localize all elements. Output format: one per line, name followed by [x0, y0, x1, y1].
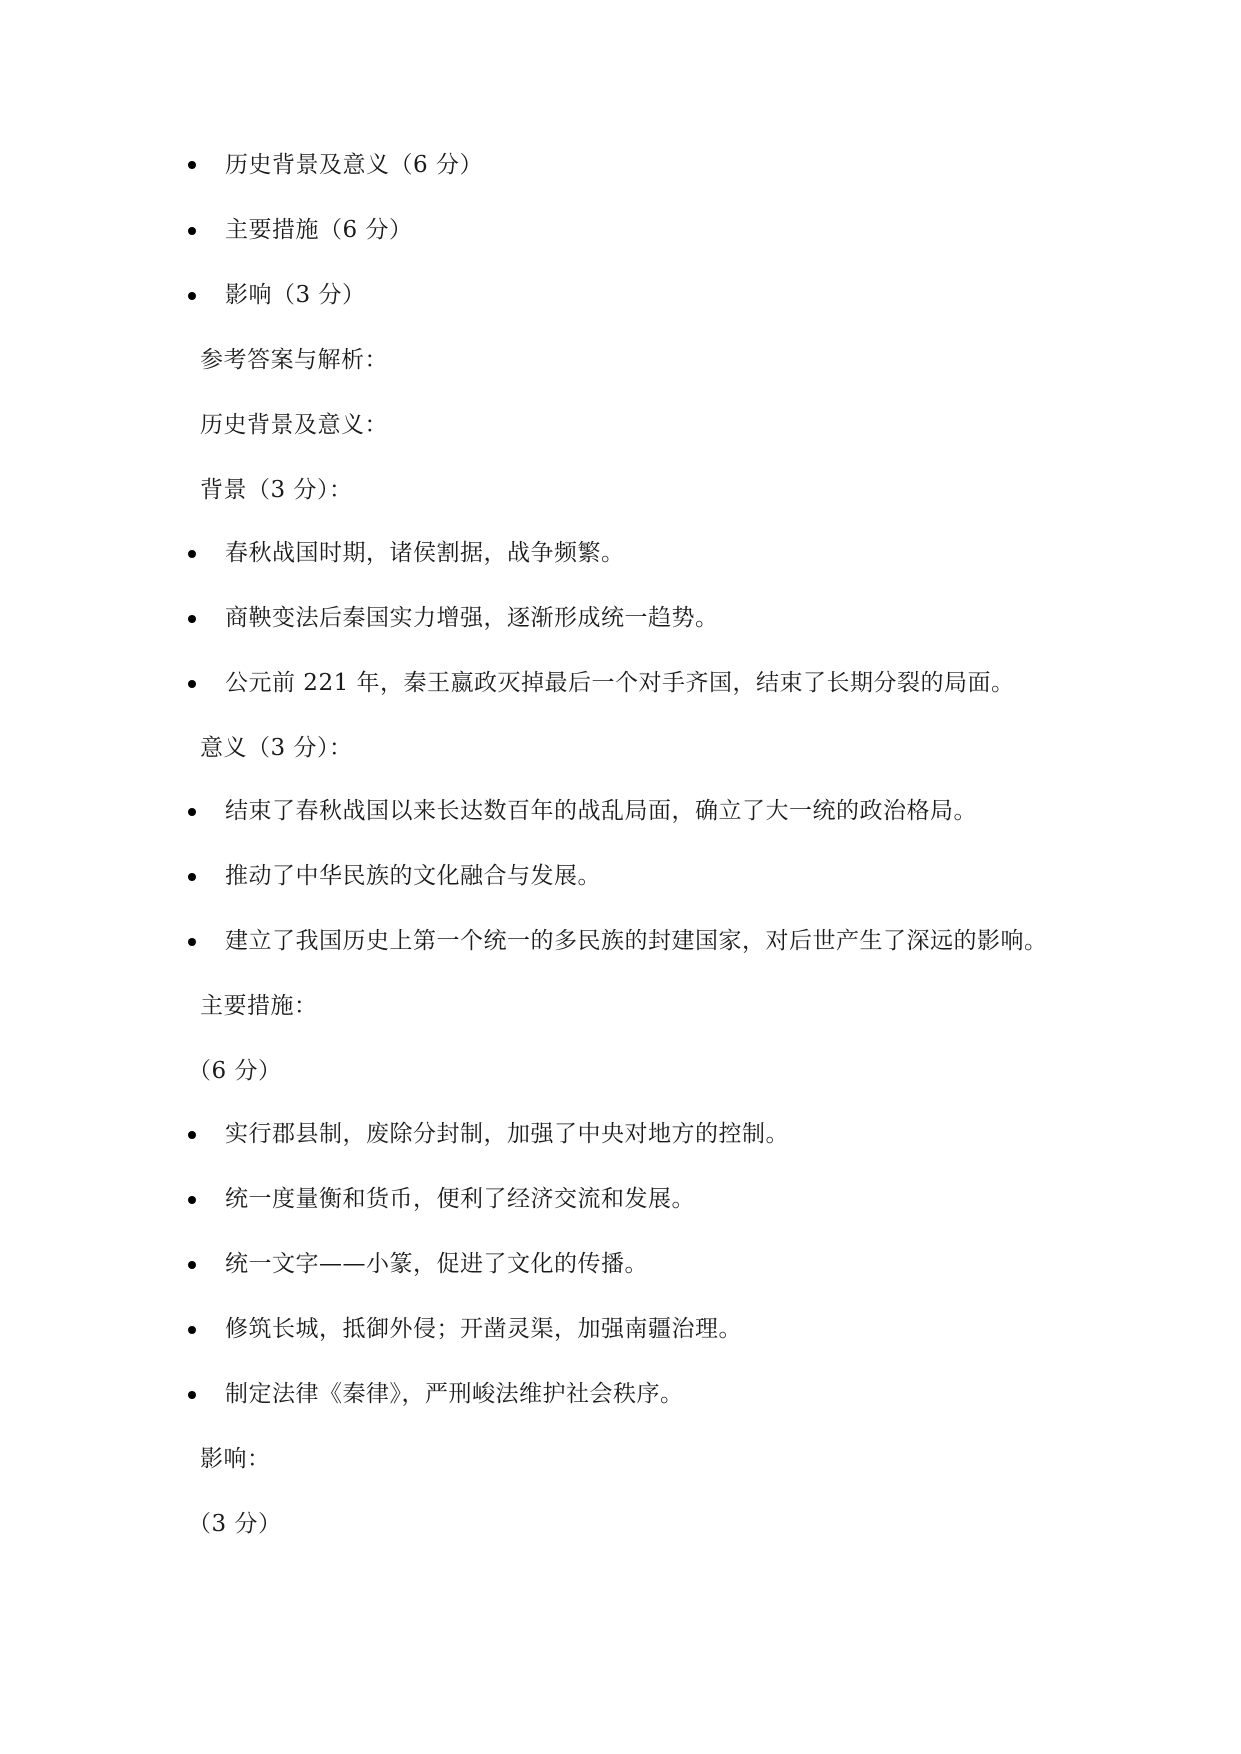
list-item: 实行郡县制，废除分封制，加强了中央对地方的控制。	[225, 1121, 789, 1147]
list-item: 修筑长城，抵御外侵；开凿灵渠，加强南疆治理。	[225, 1316, 742, 1342]
bullet-icon	[188, 808, 196, 816]
list-item: 春秋战国时期，诸侯割据，战争频繁。	[225, 540, 625, 566]
list-item: 统一文字——小篆，促进了文化的传播。	[225, 1251, 648, 1277]
list-item: 历史背景及意义（6 分）	[225, 152, 483, 178]
bullet-icon	[188, 1131, 196, 1139]
significance-heading: 意义（3 分）：	[200, 735, 353, 761]
bullet-icon	[188, 1391, 196, 1399]
bullet-icon	[188, 550, 196, 558]
bullet-icon	[188, 615, 196, 623]
background-significance-heading: 历史背景及意义：	[200, 412, 388, 438]
list-item: 商鞅变法后秦国实力增强，逐渐形成统一趋势。	[225, 605, 719, 631]
list-item: 建立了我国历史上第一个统一的多民族的封建国家，对后世产生了深远的影响。	[225, 928, 1048, 954]
list-item: 结束了春秋战国以来长达数百年的战乱局面，确立了大一统的政治格局。	[225, 798, 977, 824]
background-heading: 背景（3 分）：	[200, 477, 353, 503]
bullet-icon	[188, 680, 196, 688]
list-item: 影响（3 分）	[225, 282, 366, 308]
answer-heading: 参考答案与解析：	[200, 347, 388, 373]
bullet-icon	[188, 938, 196, 946]
bullet-icon	[188, 292, 196, 300]
list-item: 制定法律《秦律》，严刑峻法维护社会秩序。	[225, 1381, 684, 1407]
bullet-icon	[188, 1326, 196, 1334]
bullet-icon	[188, 1196, 196, 1204]
list-item: 公元前 221 年，秦王嬴政灭掉最后一个对手齐国，结束了长期分裂的局面。	[225, 670, 1015, 696]
impact-heading: 影响：	[200, 1446, 271, 1472]
impact-points: （3 分）	[188, 1511, 282, 1537]
measures-points: （6 分）	[188, 1058, 282, 1084]
bullet-icon	[188, 873, 196, 881]
list-item: 主要措施（6 分）	[225, 217, 413, 243]
bullet-icon	[188, 1261, 196, 1269]
list-item: 推动了中华民族的文化融合与发展。	[225, 863, 601, 889]
list-item: 统一度量衡和货币，便利了经济交流和发展。	[225, 1186, 695, 1212]
bullet-icon	[188, 161, 196, 169]
measures-heading: 主要措施：	[200, 993, 318, 1019]
bullet-icon	[188, 227, 196, 235]
